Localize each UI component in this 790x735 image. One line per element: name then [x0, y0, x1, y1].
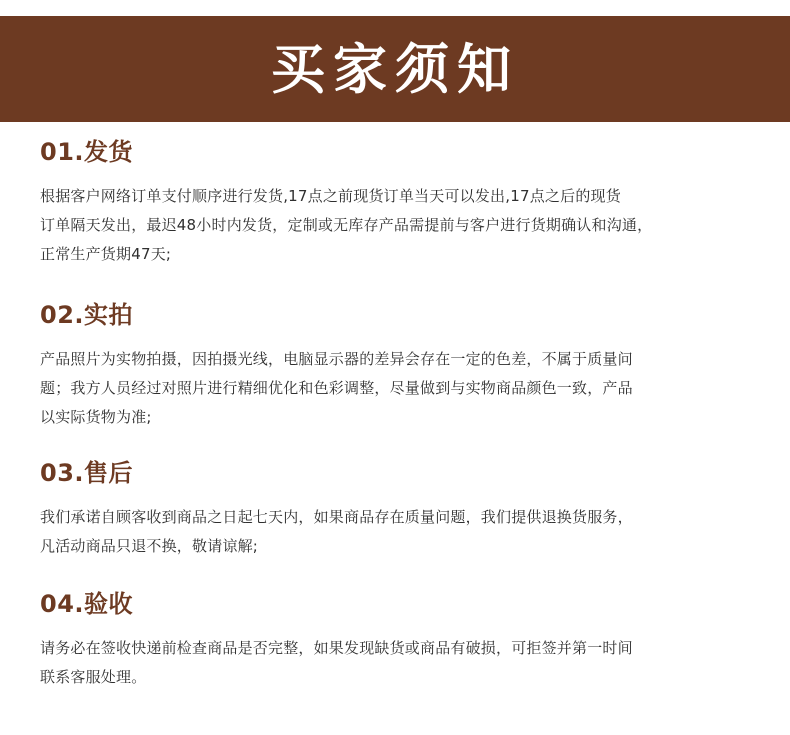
- section-shipping: [40, 140, 750, 269]
- section-title-shipping: 01.发货: [40, 138, 134, 166]
- section-inspection: [40, 592, 750, 692]
- section-title-after-sales: 03.售后: [40, 459, 134, 487]
- section-text-shipping: 根据客户网络订单支付顺序进行发货,17点之前现货订单当天可以发出,17点之后的现货 订单隔天发出，最迟48小时内发货，定制或无库存产品需提前与客户进行货期确认和沟通， 正常生产货期47天;: [40, 187, 653, 263]
- page-title: 买家须知: [271, 38, 519, 101]
- section-title-inspection: 04.验收: [40, 590, 134, 618]
- title-banner: [0, 16, 790, 122]
- section-real-photo: [40, 303, 750, 432]
- section-title-real-photo: 02.实拍: [40, 301, 134, 329]
- section-text-inspection: 请务必在签收快递前检查商品是否完整，如果发现缺货或商品有破损，可拒签并第一时间 联系客服处理。: [40, 639, 633, 686]
- section-after-sales: [40, 461, 750, 561]
- section-text-real-photo: 产品照片为实物拍摄，因拍摄光线，电脑显示器的差异会存在一定的色差，不属于质量问 题；我方人员经过对照片进行精细优化和色彩调整，尽量做到与实物商品颜色一致，产品 以实际货物为准;: [40, 350, 633, 426]
- section-text-after-sales: 我们承诺自顾客收到商品之日起七天内，如果商品存在质量问题，我们提供退换货服务， 凡活动商品只退不换，敬请谅解;: [40, 508, 633, 555]
